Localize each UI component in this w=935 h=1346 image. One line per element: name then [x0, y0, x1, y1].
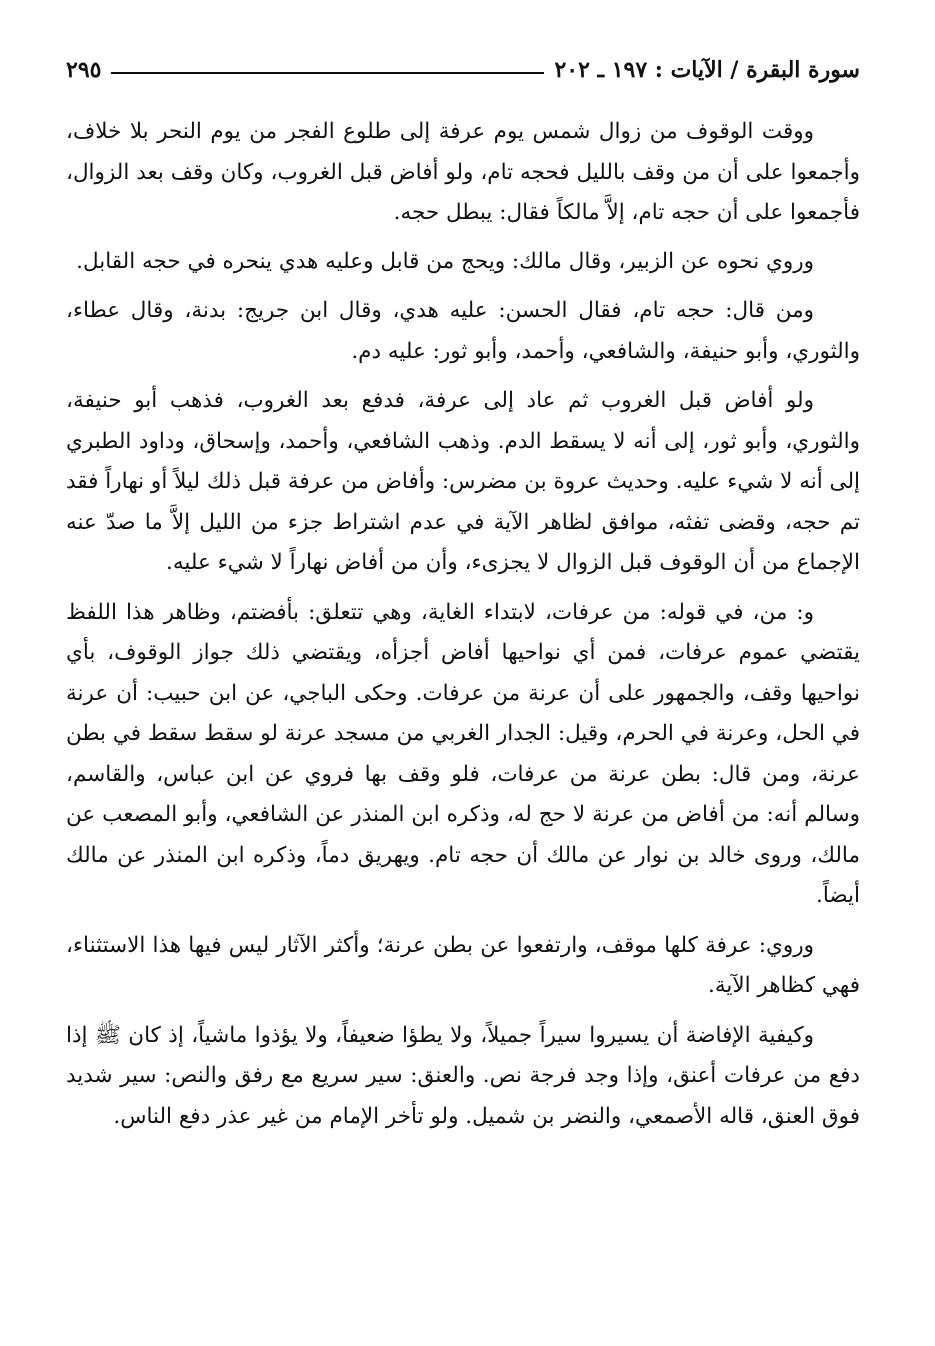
page-header: [66, 52, 860, 88]
paragraph-6: وروي: عرفة كلها موقف، وارتفعوا عن بطن عرنة؛ وأكثر الآثار ليس فيها هذا الاستثناء، فهي كظاهر الآية.: [66, 932, 860, 998]
paragraph-3: ومن قال: حجه تام، فقال الحسن: عليه هدي، وقال ابن جريج: بدنة، وقال عطاء، والثوري، وأبو حنيفة، والشافعي، وأحمد، وأبو ثور: عليه دم.: [66, 298, 860, 364]
book-page: [66, 52, 860, 1282]
running-title: سورة البقرة / الآيات : ١٩٧ ـ ٢٠٢: [554, 57, 860, 83]
paragraph-4: ولو أفاض قبل الغروب ثم عاد إلى عرفة، فدفع بعد الغروب، فذهب أبو حنيفة، والثوري، وأبو ثور، إلى أنه لا يسقط الدم. وذهب الشافعي، وأحمد، وإسحاق، وداود الطبري إلى أنه لا شيء عليه. وحديث عروة بن مضرس: وأفاض من عرفة قبل ذلك ليلاً أو نهاراً فقد تم حجه، وقضى تفثه، موافق لظاهر الآية في عدم اشتراط جزء من الليل إلاَّ ما صدّ عنه الإجماع من أن الوقوف قبل الزوال لا يجزىء، وأن من أفاض نهاراً لا شيء عليه.: [66, 388, 860, 575]
page-number: ٢٩٥: [66, 57, 102, 83]
paragraph-2: وروي نحوه عن الزبير، وقال مالك: ويحج من قابل وعليه هدي ينحره في حجه القابل.: [76, 248, 814, 274]
paragraph-1: ووقت الوقوف من زوال شمس يوم عرفة إلى طلوع الفجر من يوم النحر بلا خلاف، وأجمعوا على أن من وقف بالليل فحجه تام، ولو أفاض قبل الغروب، وكان وقف بعد الزوال، فأجمعوا على أن حجه تام، إلاَّ مالكاً فقال: يبطل حجه.: [66, 119, 860, 225]
header-rule: [111, 72, 544, 74]
paragraph-7: وكيفية الإفاضة أن يسيروا سيراً جميلاً، ولا يطؤا ضعيفاً، ولا يؤذوا ماشياً، إذ كان ﷺ إذا دفع من عرفات أعنق، وإذا وجد فرجة نص. والعنق: سير سريع مع رفق والنص: سير شديد فوق العنق، قاله الأصمعي، والنضر بن شميل. ولو تأخر الإمام من غير عذر دفع الناس.: [66, 1022, 860, 1129]
body-text: [66, 112, 860, 1137]
paragraph-5: و: من، في قوله: من عرفات، لابتداء الغاية، وهي تتعلق: بأفضتم، وظاهر هذا اللفظ يقتضي عموم عرفات، فمن أي نواحيها أفاض أجزأه، ويقتضي ذلك جواز الوقوف، بأي نواحيها وقف، والجمهور على أن عرنة من عرفات. وحكى الباجي، عن ابن حبيب: أن عرنة في الحل، وعرنة في الحرم، وقيل: الجدار الغربي من مسجد عرنة لو سقط سقط في بطن عرنة، ومن قال: بطن عرنة من عرفات، فلو وقف بها فروي عن ابن عباس، والقاسم، وسالم أنه: من أفاض من عرنة لا حج له، وذكره ابن المنذر عن الشافعي، وأبو المصعب عن مالك، وروى خالد بن نوار عن مالك أن حجه تام. ويهريق دماً، وذكره ابن المنذر عن مالك أيضاً.: [66, 599, 860, 908]
